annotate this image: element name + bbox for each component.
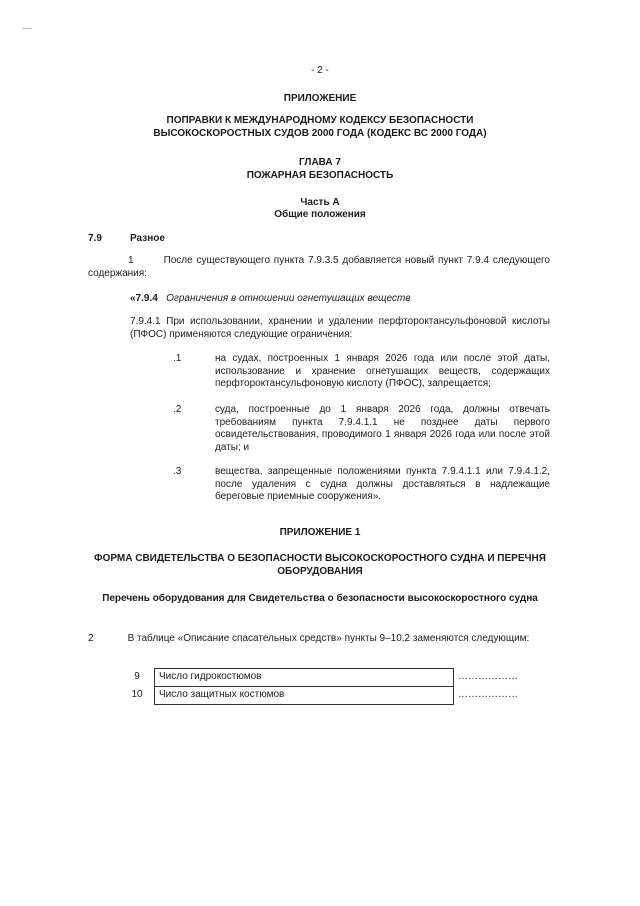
- paragraph-2: [88, 633, 550, 646]
- item-2-number: .2: [173, 404, 182, 415]
- item-1-number: .1: [173, 353, 182, 364]
- section-title: Разное: [130, 233, 165, 244]
- item-1-text: на судах, построенных 1 января 2026 года или после этой даты, использование и хранение огнетушащих веществ, содержащих перфтороктансульфоновую кислоту (ПФОС), запрещается;: [215, 353, 550, 389]
- heading: ПРИЛОЖЕНИЕ: [283, 93, 357, 104]
- item-2-text: суда, построенные до 1 января 2026 года, должны отвечать требованиям пункта 7.9.4.1.1 не позднее даты первого освидетельствования, проводимого 1 января 2026 года или после этой даты; и: [215, 404, 550, 453]
- record-title: Перечень оборудования для Свидетельства о безопасности высокоскоростного судна: [102, 593, 538, 604]
- page-number: - 2 -: [311, 65, 329, 76]
- section-number: 7.9: [88, 233, 102, 244]
- item-3-text: вещества, запрещенные положениями пункта 7.9.4.1.1 или 7.9.4.1.2, после удаления с судна должны доставляться в надлежащие береговые приемные сооружения».: [215, 466, 550, 502]
- document-title: ПОПРАВКИ К МЕЖДУНАРОДНОМУ КОДЕКСУ БЕЗОПАСНОСТИ ВЫСОКОСКОРОСТНЫХ СУДОВ 2000 ГОДА (КОДЕКС ВС 2000 ГОДА): [153, 115, 487, 139]
- subsection-7-9-4: [130, 293, 411, 306]
- paragraph-2-text: В таблице «Описание спасательных средств» пункты 9–10.2 заменяются следующим:: [127, 633, 530, 644]
- scan-mark: [22, 28, 32, 29]
- chapter-title: ПОЖАРНАЯ БЕЗОПАСНОСТЬ: [246, 170, 394, 181]
- row-number: 10: [120, 687, 155, 705]
- item-3-number: .3: [173, 466, 182, 477]
- row-number: 9: [120, 669, 155, 687]
- paragraph-1: [88, 255, 550, 280]
- table-row: [120, 669, 550, 687]
- row-value: ………………: [458, 689, 518, 701]
- equipment-table: [120, 668, 550, 705]
- subsection-number: «7.9.4: [130, 293, 158, 304]
- row-value: ………………: [458, 671, 518, 683]
- table-row: [120, 687, 550, 705]
- appendix-heading: ПРИЛОЖЕНИЕ 1: [279, 527, 361, 538]
- paragraph-7-9-4-1: 7.9.4.1 При использовании, хранении и удалении перфтороктансульфоновой кислоты (ПФОС) применяются следующие ограничения:: [130, 316, 550, 340]
- part-title: Общие положения: [274, 209, 366, 220]
- paragraph-1-number: 1: [128, 255, 134, 266]
- row-label: Число гидрокостюмов: [155, 669, 454, 687]
- form-title: ФОРМА СВИДЕТЕЛЬСТВА О БЕЗОПАСНОСТИ ВЫСОКОСКОРОСТНОГО СУДНА И ПЕРЕЧНЯ ОБОРУДОВАНИЯ: [94, 553, 546, 577]
- paragraph-2-number: 2: [88, 633, 94, 644]
- chapter-number: ГЛАВА 7: [299, 157, 341, 168]
- row-label: Число защитных костюмов: [155, 687, 454, 705]
- part-number: Часть А: [300, 197, 340, 208]
- paragraph-1-text: После существующего пункта 7.9.3.5 добавляется новый пункт 7.9.4 следующего содержания:: [88, 255, 550, 279]
- subsection-title: Ограничения в отношении огнетушащих веществ: [166, 293, 411, 304]
